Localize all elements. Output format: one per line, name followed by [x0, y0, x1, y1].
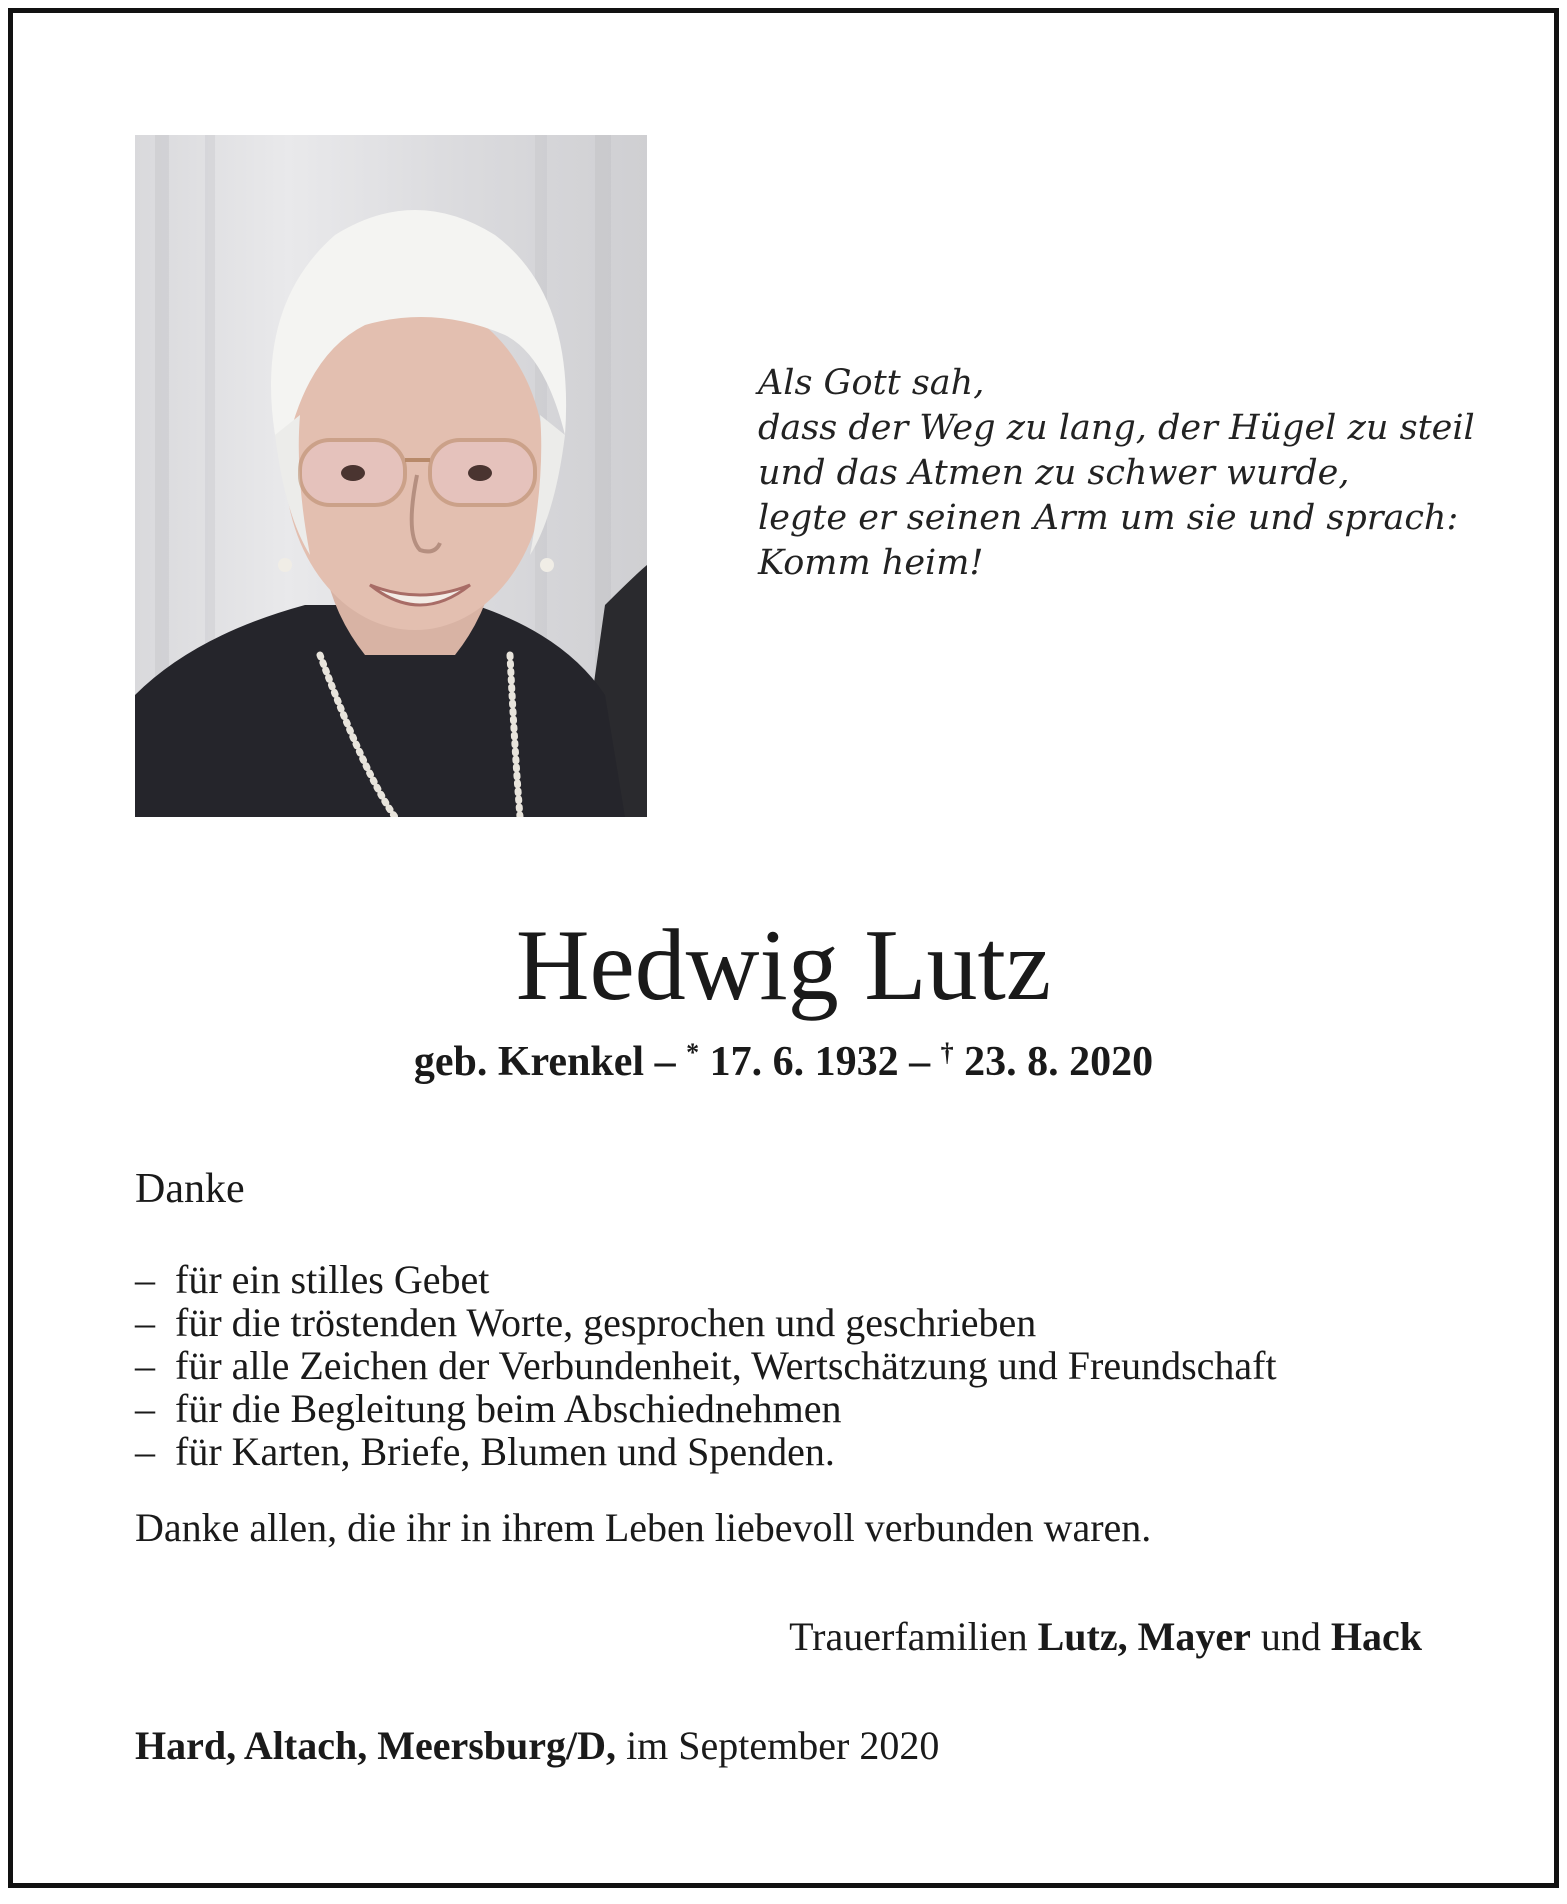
deceased-name: Hedwig Lutz	[515, 909, 1052, 1022]
places: Hard, Altach, Meersburg/D,	[135, 1723, 617, 1768]
dash: –	[135, 1343, 155, 1388]
thanks-heading: Danke	[135, 1166, 245, 1212]
place-and-date	[135, 1722, 939, 1770]
list-item	[135, 1344, 1277, 1387]
list-item	[135, 1301, 1277, 1344]
poem-line: und das Atmen zu schwer wurde,	[758, 453, 1350, 493]
poem-line: Als Gott sah,	[758, 363, 985, 403]
dash: –	[135, 1429, 155, 1474]
poem	[758, 361, 1475, 586]
life-dates	[13, 1028, 1554, 1087]
thanks-list	[135, 1258, 1277, 1473]
birth-date: 17. 6. 1932	[709, 1039, 899, 1085]
list-item-text: für die Begleitung beim Abschiednehmen	[175, 1386, 842, 1431]
portrait-photo	[135, 135, 647, 817]
date: im September 2020	[626, 1723, 940, 1768]
dash: –	[135, 1257, 155, 1302]
obituary-card	[8, 8, 1559, 1888]
signature-conjunction: und	[1260, 1614, 1321, 1659]
separator: –	[909, 1039, 931, 1085]
dash: –	[135, 1300, 155, 1345]
separator: –	[654, 1039, 676, 1085]
family-name: Hack	[1330, 1614, 1422, 1659]
list-item	[135, 1430, 1277, 1473]
list-item	[135, 1258, 1277, 1301]
born-name: geb. Krenkel	[413, 1039, 645, 1085]
list-item-text: für Karten, Briefe, Blumen und Spenden.	[175, 1429, 835, 1474]
list-item-text: für die tröstenden Worte, gesprochen und geschrieben	[175, 1300, 1037, 1345]
family-name: Lutz,	[1037, 1614, 1128, 1659]
signature-prefix: Trauerfamilien	[789, 1614, 1028, 1659]
dash: –	[135, 1386, 155, 1431]
signature	[789, 1613, 1422, 1661]
portrait-illustration	[135, 135, 647, 817]
list-item	[135, 1387, 1277, 1430]
death-date: 23. 8. 2020	[964, 1039, 1154, 1085]
birth-symbol: *	[686, 1038, 700, 1067]
poem-line: Komm heim!	[758, 543, 984, 583]
poem-line: legte er seinen Arm um sie und sprach:	[758, 498, 1459, 538]
list-item-text: für alle Zeichen der Verbundenheit, Wertschätzung und Freundschaft	[175, 1343, 1277, 1388]
family-name: Mayer	[1137, 1614, 1251, 1659]
list-item-text: für ein stilles Gebet	[175, 1257, 490, 1302]
thanks-closing: Danke allen, die ihr in ihrem Leben liebevoll verbunden waren.	[135, 1505, 1152, 1550]
poem-line: dass der Weg zu lang, der Hügel zu steil	[758, 408, 1475, 448]
death-symbol: †	[940, 1038, 954, 1067]
